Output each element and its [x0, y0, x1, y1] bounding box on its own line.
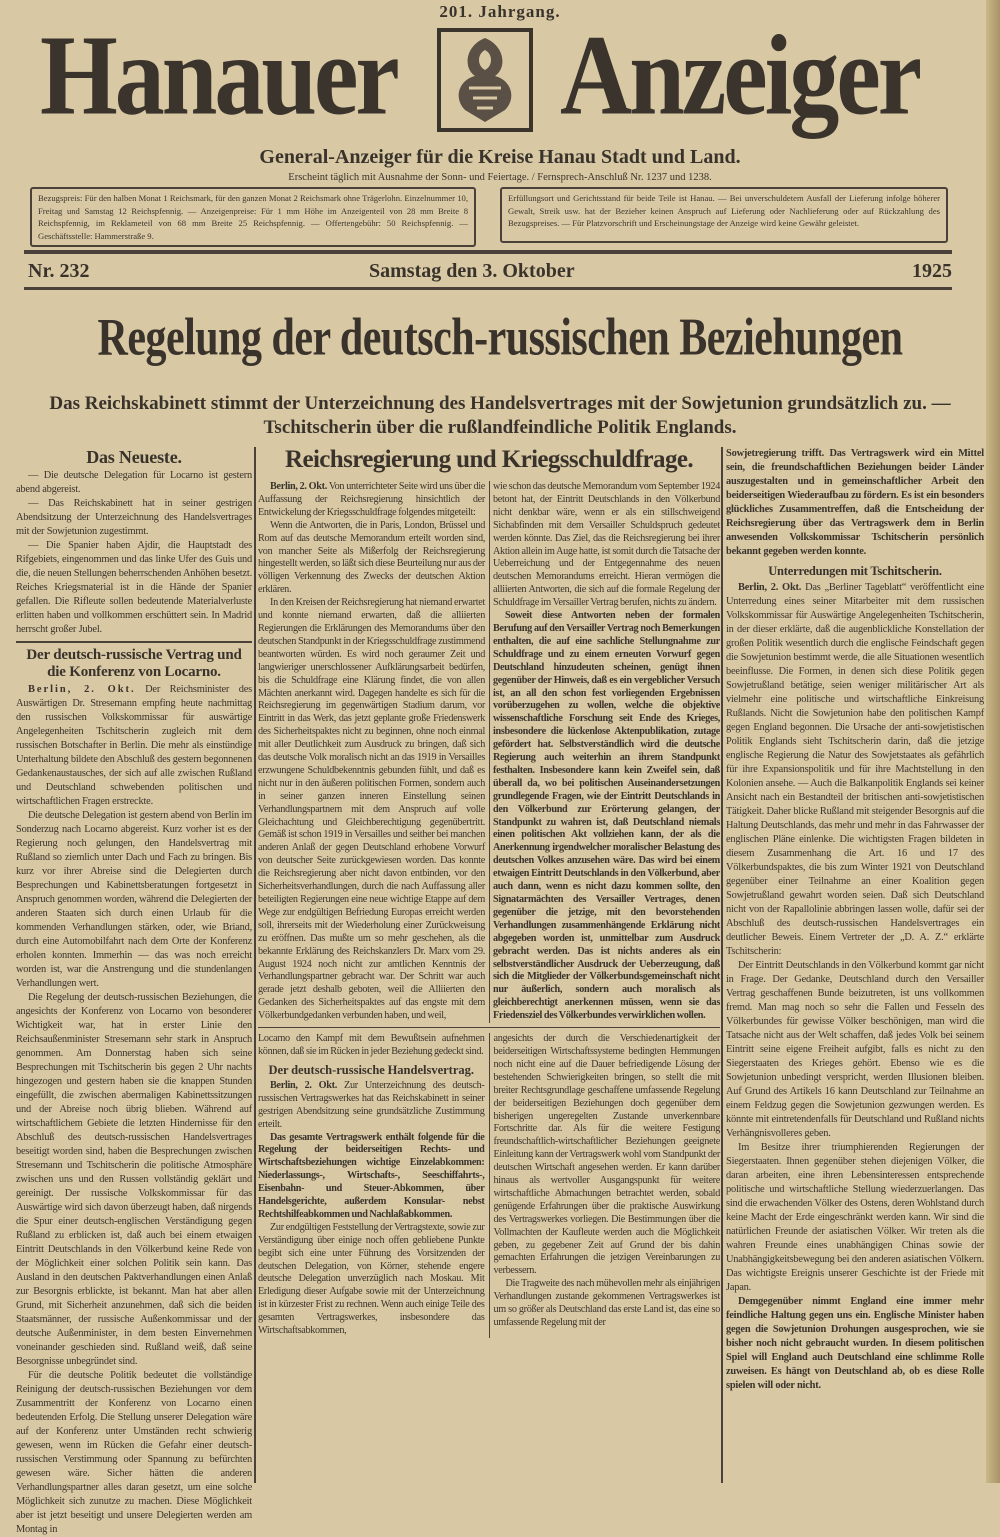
paragraph: Locarno den Kampf mit dem Bewußtsein aufnehmen können, daß sie im Rücken in jeder Beziehung gedeckt sind. — [258, 1033, 485, 1057]
masthead-title-left: Hanauer — [40, 11, 397, 139]
column-1 — [16, 447, 252, 1537]
issue-year: 1925 — [912, 260, 952, 282]
subscription-info-box: Bezugspreis: Für den halben Monat 1 Reichsmark, für den ganzen Monat 2 Reichsmark ohne Trägerlohn. Einzelnummer 10, Freitag und Samstag 12 Reichspfennig. — Anzeigenpreise: Für 1 mm Höhe im Anzeigenteil von 28 mm Breite 8 Reichspfennig, im Reklameteil von 68 mm Breite 25 Reichspfennig. — Offertengebühr: 50 Reichspfennig. — Geschäftsstelle: Hammerstraße 9. — [30, 187, 476, 247]
paragraph-text: Das „Berliner Tageblatt“ veröffentlicht eine Unterredung eines seiner Mitarbeiter mit dem russischen Volkskommissar für Auswärtige Angelegenheiten Tschitscherin, in der dieser erklärte, daß die augenblickliche Konstellation der großen Politik wesentlich durch die englische Feindschaft gegen die Sowjetunion bestimmt werde, die alle Situationen wesentlich beeinflusse. Die Formen, in denen sich diese Politik gegen Sowjetrußland betätige, seien weniger militärischer Art als vielmehr eine politische und wirtschaftliche Einkreisung Rußlands. Nicht die Sowjetunion habe den politischen Kampf gegen England begonnen. Die Ursache der anti-sowjetistischen Politik Englands sieht Tschitscherin darin, daß die jetzige englische Regierung die Natur des Sowjetstaates als gefährlich für ihre Expansionspolitik und für ihre Machtstellung in den Kolonien ansehe. — Auch die Balkanpolitik Englands sei keiner Ansicht nach ein Bestandteil der britischen anti-sowjetistischen Tätigkeit. Daher blicke Rußland mit steigender Besorgnis auf die Haltung Deutschlands, das mehr und mehr in das Fahrwasser der englischen Pläne einlenke. Die wichtigsten Fragen bildeten in diesem Zusammenhang die Art. 16 und 17 des Völkerbundspaktes, die bis zum Winter 1921 von Deutschland gegenüber einer Teilnahme an einer Koalition gegen Sowjetrußland gewahrt worden seien. Daß sich Deutschland nicht von der Rapallolinie abbringen lassen wolle, dafür sei der Abschluß des deutsch-russischen Handelsvertrages ein deutlicher Beweis. Einem Vertreter der „D. A. Z.“ erklärte Tschitscherin: — [726, 582, 985, 957]
paper-edge — [986, 0, 1000, 1483]
paragraph: Zur endgültigen Feststellung der Vertragstexte, sowie zur Verständigung über einige noch offen gebliebene Punkte begibt sich eine unter Führung des Vorsitzenden der deutschen Delegation, von Körner, stehende engere deutsche Delegation unverzüglich nach Moskau. Mit Erledigung dieser Aufgabe sowie mit der Unterzeichnung ist in kürzester Frist zu rechnen. Wenn auch einige Teile des gesamten Vertragswerkes, insbesondere das Wirtschaftsabkommen, — [258, 1221, 485, 1337]
paragraph: wie schon das deutsche Memorandum vom September 1924 betont hat, der Eintritt Deutschlands in den Völkerbund nicht denkbar wäre, wenn er als ein stillschweigend Sichabfinden mit dem Versailler Schuldspruch gedeutet werden könnte. Das Ziel, das die Reichsregierung bei ihrer Aktion allein im Auge hatte, ist somit durch die Tatsache der Ueberreichung und der Entgegennahme des neuen deutschen Memorandums erreicht. Hieran vermögen die alliierten Antworten, die sich auf die formale Regelung der Schuldfrage im Versailler Vertrag berufen, nichts zu ändern. — [493, 481, 720, 609]
paragraph: Wenn die Antworten, die in Paris, London, Brüssel und Rom auf das deutsche Memorandum erteilt worden sind, von mancher Seite als Mißerfolg der Reichsregierung hingestellt werden, so läßt sich diese Beurteilung nur aus der völligen Verkennung des Zwecks der deutschen Aktion erklären. — [258, 519, 485, 596]
paragraph: Für die deutsche Politik bedeutet die vollständige Reinigung der deutsch-russischen Beziehungen vor dem Zusammentritt der Konferenz von Locarno einen bedeutenden Erfolg. Die Stellung unserer Delegation wäre auf der Konferenz unter Umständen recht schwierig gewesen, wenn im Rücken die Gefahr einer deutsch-russischen Verstimmung oder Spannung zu befürchten gewesen wäre. Sicher hätten die anderen Verhandlungspartner alles daran gesetzt, um eine solche Möglichkeit sich zunutze zu machen. Diese Möglichkeit aber ist jetzt beseitigt und unsere Delegierten werden am Montag in — [16, 1369, 252, 1535]
article-title-tschitscherin: Unterredungen mit Tschitscherin. — [768, 564, 942, 578]
paragraph: Soweit diese Antworten neben der formalen Berufung auf den Versailler Vertrag noch Bemerkungen enthalten, die auf eine sachliche Stellungnahme zur Schuldfrage und zu einem erneuten Vorwurf gegen Deutschland hinzudeuten scheinen, genügt ihnen gegenüber der Hinweis, daß es ein vergeblicher Versuch ist, an all den schon fest vorliegenden Ergebnissen vorüberzugehen zu wollen, welche die objektive wissenschaftliche Forschung seit Ende des Krieges, insbesondere die lückenlose Aktenpublikation, zutage gefördert hat. Selbstverständlich wird die deutsche Regierung auch weiterhin an ihrem Standpunkt festhalten. Insbesondere kann kein Zweifel sein, daß überall da, wo bei politischen Auseinandersetzungen grundlegende Fragen, wie der Eintritt Deutschlands in den Völkerbund zur Erörterung gelangen, der Standpunkt zu wahren ist, daß Deutschland niemals einen politischen Akt vollziehen kann, der als die Anerkennung irgendwelcher moralischer Belastung des deutschen Volkes anzusehen wäre. Das wird bei einem etwaigen Eintritt Deutschlands in den Völkerbund, aber auch dann, wenn es nicht dazu kommen sollte, den Signatarmächten des Versailler Vertrages, denen gegenüber die jetzige, mit den bevorstehenden Verhandlungen zusammenhängende Erklärung nicht abgegeben worden ist, unmittelbar zum Ausdruck gebracht werden. Das ist nichts anderes als ein selbstverständlicher Ausdruck der Ueberzeugung, daß sich die Mitglieder der Völkerbundsgemeinschaft nicht nur äußerlich, sondern auch moralisch als gleichberechtigt anerkennen müssen, wenn sie das Friedensziel des Völkerbundes verwirklichen wollen. — [493, 610, 720, 1022]
lower-section — [258, 1027, 720, 1338]
paragraph: angesichts der durch die Verschiedenartigkeit der beiderseitigen Wirtschaftssysteme bedingten Hemmungen noch nicht eine auf die Dauer befriedigende Lösung der bestehenden Schwierigkeiten bringen, so stellt die mit breiter Rechtsgrundlage geschaffene umfassende Regelung der beiderseitigen Beziehungen doch gegenüber dem bisherigen ungeregelten Zustande unverkennbare Fortschritte dar. Als für die weitere Festigung freundschaftlich-wirtschaftlicher Beziehungen geeignete Einleitung kann der Vertragswerk wohl vom Standpunkt der deutschen Wirtschaft angesehen werden. Er kann darüber hinaus als wertvoller Ausgangspunkt für weitere wirtschaftliche Abmachungen betrachtet werden, sobald genügende Erfahrungen über die praktische Auswirkung des Vertragswerkes vorliegen. Die Bestimmungen über die Vollmachten der Kaufleute werden auch die Möglichkeit geben, zu gegebener Zeit auf Grund der bis dahin gemachten Erfahrungen die jetzigen Vereinbarungen zu verbessern. — [493, 1033, 720, 1277]
column-rule — [721, 447, 723, 1483]
paragraph: Die Regelung der deutsch-russischen Beziehungen, die angesichts der Konferenz von Locarno von besonderer Wichtigkeit war, hat in erster Linie den Reichsaußenminister Stresemann sehr stark in Anspruch genommen. Am Donnerstag haben sich seine Besprechungen mit Tschitscherin bis gegen 2 Uhr nachts hingezogen und gestern haben sie die knappen Stunden eingefüllt, die zwischen abermaligen Kabinettssitzungen und der Abreise noch übrig blieben. Während auf wirtschaftlichem Gebiete die letzten Hindernisse für den Abschluß des deutsch-russischen Handelsvertrages beseitigt worden sind, haben die Besprechungen zwischen Stresemann und Tschitscherin die politische Atmosphäre zwischen uns und den Russen vollständig geklärt und gereinigt. Der russische Volkskommissar für das Auswärtige wird sich davon überzeugt haben, daß nirgends die Spur einer deutsch-englischen Verständigung gegen Rußland zu erblicken ist, daß auch bei einem etwaigen Eintritt Deutschlands in den Völkerbund keine Rede von der Möglichkeit einer solchen Politik sein kann. Das Ausland in den deutschen Paktverhandlungen einen Anlaß zur Besorgnis erblickte, ist bekannt. Man hat aber allen Grund, mit Sicherheit anzunehmen, daß sich die beiden Staatsmänner, der russische Außenkommissar und der deutsche Außenminister, in dem besten Einvernehmen voneinander geschieden sind. Rußland weiß, daß seine Besorgnisse unbegründet sind. — [16, 991, 252, 1367]
paragraph: Der Eintritt Deutschlands in den Völkerbund kommt gar nicht in Frage. Der Gedanke, Deutschland durch den Versailler Vertrag geschaffenen Bunde beizutreten, ist uns vollkommen fremd. Man mag noch so sehr die Fallen und Fesseln des Völkerbundes für gewisse Völker beschönigen, man wird die Tatsache nicht aus der Welt schaffen, daß jedes Volk bei seinem Eintritt seine eigene Freiheit aufgibt, falls es nicht zu den Siegerstaaten des Krieges gehört. Ebenso wie es die Sowjetunion unbedingt verspricht, werden Illusionen bleiben. Auf Grund des Artikels 16 kann Deutschland zur Teilnahme an einem Feldzug gegen die Sowjetunion gezwungen werden. Es könnte mit eintretendenfalls für Deutschland und Rußland nichts Verhängnisvolleres geben. — [726, 960, 984, 1139]
column-4 — [726, 447, 984, 1393]
article-title-neueste: Das Neueste. — [86, 447, 182, 467]
divider — [24, 250, 952, 254]
paragraph-text: Der Reichsminister des Auswärtigen Dr. Stresemann empfing heute nachmittag den russischen Volkskommissar für auswärtige Angelegenheiten Tschitscherin zugleich mit dem russischen Botschafter in Berlin. Die mehr als einstündige Unterhaltung bildete den Abschluß des gestern begonnenen Gedankenaustausches, der sich auf alle zwischen Rußland und Deutschland schwebenden politischen und wirtschaftlichen Fragen erstreckte. — [16, 683, 252, 807]
divider — [16, 641, 252, 643]
paragraph — [258, 1080, 485, 1132]
article-title-locarno: Der deutsch-russische Vertrag und die Konferenz von Locarno. — [26, 646, 242, 680]
column-rule — [254, 447, 256, 1483]
masthead-subtitle: General-Anzeiger für die Kreise Hanau Stadt und Land. — [259, 146, 741, 168]
paragraph-text: Von unterrichteter Seite wird uns über die Auffassung der Reichsregierung hinsichtlich der Entwickelung der Kriegsschuldfrage folgendes mitgeteilt: — [258, 481, 485, 518]
dateline-lead: Berlin, 2. Okt. — [270, 1079, 337, 1091]
article-title-handelsvertrag: Der deutsch-russische Handelsvertrag. — [268, 1062, 475, 1077]
paragraph — [726, 581, 984, 959]
volume-number: 201. Jahrgang. — [439, 2, 561, 21]
dateline-lead: Berlin, 2. Okt. — [28, 683, 136, 695]
coat-of-arms-icon — [435, 24, 535, 136]
divider — [24, 287, 952, 290]
paragraph: In den Kreisen der Reichsregierung hat niemand erwartet und konnte niemand erwarten, daß die alliierten Regierungen die Erklärungen des Memorandums über den deutschen Standpunkt in der Kriegsschuldfrage zustimmend beantworten würden. Es wird noch geraumer Zeit und langwieriger unerschlossener Aufklärungsarbeit bedürfen, bis die Schuldfrage eine Klärung findet, die von allen Mächten anerkannt wird. Dagegen handelte es sich für die Reichsregierung im gegenwärtigen Stadium darum, vor Eintritt in das Werk, das jetzt geplante große Friedenswerk des Sicherheitspaktes nicht zu beginnen, ohne noch einmal mit aller Deutlichkeit zum Ausdruck zu bringen, daß sich das deutsche Volk moralisch nicht an das 1919 in Versailles erzwungene Schuldbekenntnis gebunden fühlt, und daß es nicht nur in den äußeren politischen Formen, sondern auch in seiner ganzen inneren Einstellung seinen Verhandlungspartnern mit dem Anspruch auf volle Gleichachtung und Gleichberechtigung gegenübertritt. Gemäß ist schon 1919 in Versailles und seither bei manchen anderen Anlaß der gegen Deutschland erhobene Vorwurf von deutscher Seite zurückgewiesen worden. Das konnte die Reichsregierung aber nicht davon entbinden, vor den Sicherheitsverhandlungen, durch die nach Auffassung aller beteiligten Regierungen eine neue wichtige Etappe auf dem Wege zur endgültigen Befriedung Europas erreicht werden soll, ihrerseits mit der Wiederholung einer Zurückweisung zu eröffnen. Das mußte um so mehr geschehen, als die bekannte Erklärung des Reichskanzlers Dr. Marx vom 29. August 1924 noch nicht zur amtlichen Kenntnis der Verhandlungspartner gebracht war. Der Schritt war auch gerade jetzt deshalb geboten, weil die Alliierten den Gedanken des Sicherheitspaktes auf das engste mit dem Völkerbundgedanken verbunden haben, und weil, — [258, 597, 485, 1022]
middle-section — [258, 445, 720, 1338]
dateline-lead: Berlin, 2. Okt. — [270, 481, 328, 492]
column-3-bottom — [490, 1033, 721, 1338]
legal-info-box: Erfüllungsort und Gerichtsstand für beide Teile ist Hanau. — Bei unverschuldetem Ausfall der Lieferung infolge höherer Gewalt, Streik usw. hat der Bezieher keinen Anspruch auf Lieferung oder Nachlieferung oder auf Rückzahlung des Bezugspreises. — Für Platzvorschrift und Erscheinungstage der Anzeige wird keine Gewähr geleistet. — [500, 187, 948, 243]
paragraph-text: Zur Unterzeichnung des deutsch-russischen Vertragswerkes hat das Reichskabinett in seiner gestrigen Abendsitzung seine grundsätzliche Zustimmung erteilt. — [258, 1079, 485, 1130]
issue-date: Samstag den 3. Oktober — [369, 260, 575, 282]
issue-number: Nr. 232 — [28, 260, 90, 282]
article-title-kriegsschuldfrage: Reichsregierung und Kriegsschuldfrage. — [285, 446, 693, 473]
paragraph: Im Besitze ihrer triumphierenden Regierungen der Siegerstaaten. Ihnen gegenüber stehen diejenigen Völker, die daran arbeiten, eine ihren Lebensinteressen entsprechende politische und wirtschaftliche Stellung wiederzuerlangen. Das sind die erwachenden Völker des Ostens, deren Wohlstand durch keine Macht der Erde eingeschränkt werden kann. Wir sind die natürlichen Freunde der asiatischen Völker. Wir treten als die wahren Freunde eines unabhängigen Chinas sowie der Unabhängigkeitsbewegung bei den anderen asiatischen Völkern. Das wichtigste Ereignis unserer Geschichte ist der Friede mit Japan. — [726, 1142, 984, 1293]
paragraph — [16, 683, 252, 809]
sub-headline: Das Reichskabinett stimmt der Unterzeichnung des Handelsvertrages mit der Sowjetunion grundsätzlich zu. — Tschitscherin über die rußlandfeindliche Politik Englands. — [49, 393, 951, 438]
paragraph: Die deutsche Delegation ist gestern abend von Berlin im Sonderzug nach Locarno abgereist. Kurz vorher ist es der Regierung noch gelungen, den Handelsvertrag mit Rußland so ziemlich unter Dach und Fach zu bringen. Bis kurz vor ihrer Abreise sind die Delegierten durch Besprechungen und Kabinettsberatungen fortgesetzt in Anspruch genommen worden, während die Delegierten der anderen Staaten sich durch einen Urlaub für die kommenden Verhandlungen stärken, oder, wie Briand, durch eine Automobilfahrt nach dem Orte der Konferenz erholen konnten. Immerhin — das was noch erreicht worden ist, war die Anstrengung und die stundenlangen Verhandlungen wert. — [16, 809, 252, 989]
paragraph: Sowjetregierung trifft. Das Vertragswerk wird ein Mittel sein, die freundschaftlichen Beziehungen beider Länder auszugestalten und in gemeinschaftlicher Arbeit den beiderseitigen Wiederaufbau zu fördern. Es ist ein besonders glückliches Zusammentreffen, daß die Entscheidung der Reichsregierung über das Vertragswerk dem in Berlin anwesenden Volkskommissar Tschitscherin persönlich bekannt gegeben werden konnte. — [726, 448, 984, 557]
dateline-lead: Berlin, 2. Okt. — [738, 582, 802, 593]
masthead-title-right: Anzeiger — [560, 11, 920, 139]
news-item: — Die deutsche Delegation für Locarno ist gestern abend abgereist. — [16, 470, 252, 495]
news-item: — Die Spanier haben Ajdir, die Hauptstadt des Rifgebiets, eingenommen und das linke Ufer des Guis und die, die neuen Stellungen beherrschenden Anhöhen besetzt. Reiches Kriegsmaterial ist in die Hände der Spanier gefallen. Die Rifleute sollen bedeutende Materialverluste erlitten haben und vollkommen erschüttert sein. In Madrid herrscht großer Jubel. — [16, 540, 252, 635]
paragraph: Die Tragweite des nach mühevollen mehr als einjährigen Verhandlungen zustande gekommenen Vertragswerkes ist um so größer als Deutschland das erste Land ist, das eine so umfassende Regelung mit der — [493, 1278, 720, 1328]
column-2-bottom — [258, 1033, 490, 1338]
news-item: — Das Reichskabinett hat in seiner gestrigen Abendsitzung der Unterzeichnung des Handelsvertrages mit der Sowjetunion zugestimmt. — [16, 498, 252, 537]
paragraph: Das gesamte Vertragswerk enthält folgende für die Regelung der beiderseitigen Rechts- und Wirtschaftsbeziehungen wichtige Einzelabkommen: Niederlassungs-, Wirtschafts-, Seeschiffahrts-, Eisenbahn- und Steuer-Abkommen, über Handelsgerichte, außerdem Konsular- nebst Rechtshilfeabkommen und Nachlaßabkommen. — [258, 1131, 485, 1220]
main-article-body — [258, 481, 720, 1023]
publication-note: Erscheint täglich mit Ausnahme der Sonn- und Feiertage. / Fernsprech-Anschluß Nr. 1237 und 1238. — [288, 172, 712, 183]
paragraph — [258, 481, 485, 520]
dateline — [24, 259, 952, 285]
main-headline: Regelung der deutsch-russischen Beziehungen — [97, 309, 903, 367]
paragraph: Demgegenüber nimmt England eine immer mehr feindliche Haltung gegen uns ein. Englische Minister haben gegen die Sowjetunion Drohungen ausgesprochen, wie sie bisher noch nicht gebraucht wurden. In diesem politischen Spiel will England auch Deutschland eine schlimme Rolle zuweisen. Es hängt von Deutschland ab, ob es diese Rolle spielen will oder nicht. — [726, 1296, 984, 1391]
